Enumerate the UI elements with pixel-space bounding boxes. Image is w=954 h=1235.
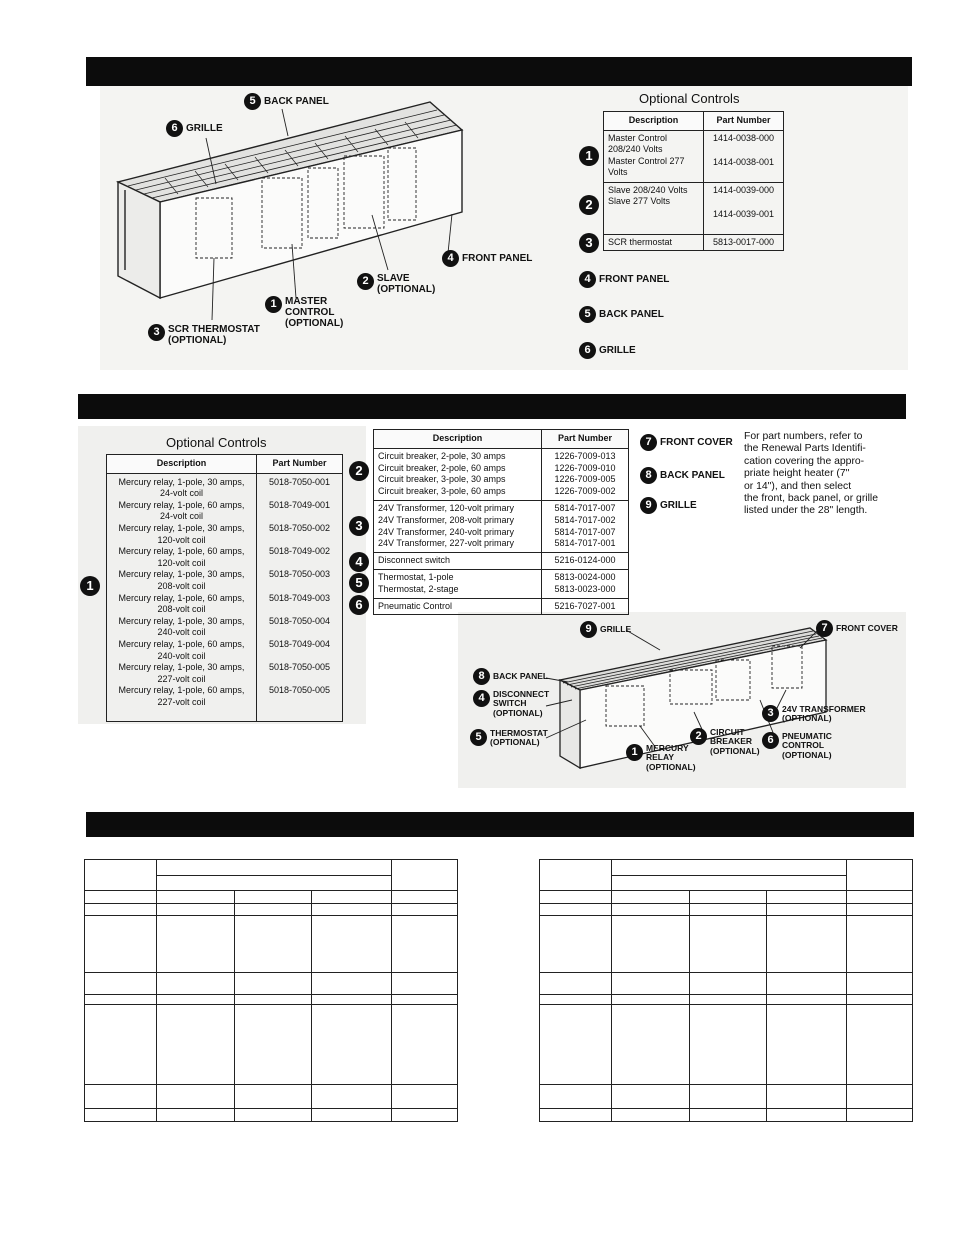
callout-front-panel-1: 4 FRONT PANEL bbox=[442, 250, 532, 267]
callout-grille-2: 9 GRILLE bbox=[580, 621, 631, 638]
table-row: Thermostat, 1-pole Thermostat, 2-stage 5813-0024-000 5813-0023-000 bbox=[374, 569, 629, 598]
col-header-description: Description bbox=[374, 430, 542, 449]
table-group-number-disconnect: 4 bbox=[349, 552, 372, 572]
callout-grille-1: 6 GRILLE bbox=[166, 120, 223, 137]
table-row: Circuit breaker, 2-pole, 30 amps Circuit breaker, 2-pole, 60 amps Circuit breaker, 3-pole, 30 amps Circuit breaker, 3-pole, 60 amps 1226-7009-013 1226-7009-010 1226-7009-005 1226-7009-002 bbox=[374, 448, 629, 500]
table-group-number-pneumatic: 6 bbox=[349, 595, 372, 615]
list-item: Mercury relay, 1-pole, 60 amps, 240-volt coil bbox=[118, 638, 245, 661]
legend-back-panel-1: 5 BACK PANEL bbox=[579, 306, 664, 323]
table-group-number-transformer: 3 bbox=[349, 516, 372, 536]
callout-circuit-breaker: 2 CIRCUIT BREAKER (OPTIONAL) bbox=[690, 728, 760, 756]
blank-grid-table-right bbox=[539, 859, 913, 1122]
table-group-number-1: 1 bbox=[579, 146, 602, 166]
callout-master-control-1: 1 MASTER CONTROL (OPTIONAL) bbox=[265, 296, 343, 329]
callout-back-panel-1: 5 BACK PANEL bbox=[244, 93, 329, 110]
section-header-bar-3 bbox=[86, 812, 914, 837]
table-row: Slave 208/240 Volts Slave 277 Volts 1414-0039-000 1414-0039-001 bbox=[604, 182, 784, 234]
list-item: Mercury relay, 1-pole, 60 amps, 24-volt coil bbox=[118, 499, 245, 522]
col-header-part-number: Part Number bbox=[542, 430, 629, 449]
list-item: Mercury relay, 1-pole, 30 amps, 240-volt coil bbox=[118, 615, 245, 638]
legend-back-panel-2: 8 BACK PANEL bbox=[640, 467, 725, 484]
table-group-number-2: 2 bbox=[579, 195, 602, 215]
table-body: Mercury relay, 1-pole, 30 amps, 24-volt coil Mercury relay, 1-pole, 60 amps, 24-volt coil Mercury relay, 1-pole, 30 amps, 120-volt coil Mercury relay, 1-pole, 60 amps, 120-volt coil Mercury relay, 1-pole, 30 amps, 208-volt coil Mercury relay, 1-pole, 60 amps, 208-volt coil Mercury relay, 1-pole, 30 amps, 240-volt coil Mercury relay, 1-pole, 60 amps, 240-volt coil Mercury relay, 1-pole, 30 amps, 227-volt coil Mercury relay, 1-pole, 60 amps, 227-volt coil 5018-7050-001 5018-7049-001 5018-7050-002 5018-7049-002 5018-7050-003 5018-7049-003 5018-7050-004 5018-7049-004 5018-7050-005 5018-7050-005 bbox=[107, 473, 343, 722]
legend-front-panel-1: 4 FRONT PANEL bbox=[579, 271, 669, 288]
table-group-number-3: 3 bbox=[579, 233, 602, 253]
callout-pneumatic-control: 6 PNEUMATIC CONTROL (OPTIONAL) bbox=[762, 732, 832, 760]
callout-scr-thermostat-1: 3 SCR THERMOSTAT (OPTIONAL) bbox=[148, 324, 260, 346]
callout-mercury-relay: 1 MERCURY RELAY (OPTIONAL) bbox=[626, 744, 696, 772]
table-row: 24V Transformer, 120-volt primary 24V Transformer, 208-volt primary 24V Transformer, 240-volt primary 24V Transformer, 227-volt primary 5814-7017-007 5814-7017-002 5814-7017-007 5814-7017-001 bbox=[374, 500, 629, 552]
optional-controls-title-1: Optional Controls bbox=[639, 91, 740, 106]
optional-controls-title-2: Optional Controls bbox=[166, 435, 267, 450]
table-row: Pneumatic Control 5216-7027-001 bbox=[374, 598, 629, 615]
callout-back-panel-2: 8 BACK PANEL bbox=[473, 668, 548, 685]
col-header-part-number: Part Number bbox=[257, 455, 343, 474]
col-header-part-number: Part Number bbox=[704, 112, 784, 131]
table-row: Master Control 208/240 Volts Master Control 277 Volts 1414-0038-000 1414-0038-001 bbox=[604, 130, 784, 182]
list-item: Mercury relay, 1-pole, 30 amps, 227-volt coil bbox=[118, 662, 245, 684]
blank-grid-table-left bbox=[84, 859, 458, 1122]
legend-grille-2: 9 GRILLE bbox=[640, 497, 697, 514]
table-group-number-thermostat: 5 bbox=[349, 573, 372, 593]
list-item: Mercury relay, 1-pole, 60 amps, 120-volt coil bbox=[118, 546, 245, 568]
col-header-description: Description bbox=[604, 112, 704, 131]
table-row: SCR thermostat 5813-0017-000 bbox=[604, 234, 784, 251]
callout-24v-transformer: 3 24V TRANSFORMER (OPTIONAL) bbox=[762, 705, 866, 724]
legend-grille-1: 6 GRILLE bbox=[579, 342, 636, 359]
callout-disconnect-switch: 4 DISCONNECT SWITCH (OPTIONAL) bbox=[473, 690, 549, 718]
list-item: Mercury relay, 1-pole, 30 amps, 24-volt coil bbox=[118, 476, 245, 499]
col-header-description: Description bbox=[107, 455, 257, 474]
callout-thermostat: 5 THERMOSTAT (OPTIONAL) bbox=[470, 729, 548, 748]
legend-front-cover: 7 FRONT COVER bbox=[640, 434, 733, 451]
callout-slave-1: 2 SLAVE (OPTIONAL) bbox=[357, 273, 435, 295]
table-row: Disconnect switch 5216-0124-000 bbox=[374, 553, 629, 570]
list-item: Mercury relay, 1-pole, 30 amps, 120-volt coil bbox=[118, 522, 245, 545]
list-item: Mercury relay, 1-pole, 30 amps, 208-volt coil bbox=[118, 569, 245, 591]
part-number-note: For part numbers, refer to the Renewal Parts Identifi- cation covering the appro- priate height heater (7" or 14"), and then select the front, back panel, or grille listed under the 28" length. bbox=[744, 431, 878, 517]
list-item: Mercury relay, 1-pole, 60 amps, 227-volt coil bbox=[118, 685, 245, 707]
list-item: Mercury relay, 1-pole, 60 amps, 208-volt coil bbox=[118, 592, 245, 615]
table-group-number-breaker: 2 bbox=[349, 461, 372, 481]
callout-front-cover-2: 7 FRONT COVER bbox=[816, 620, 898, 637]
table-group-number-mercury: 1 bbox=[80, 576, 103, 596]
